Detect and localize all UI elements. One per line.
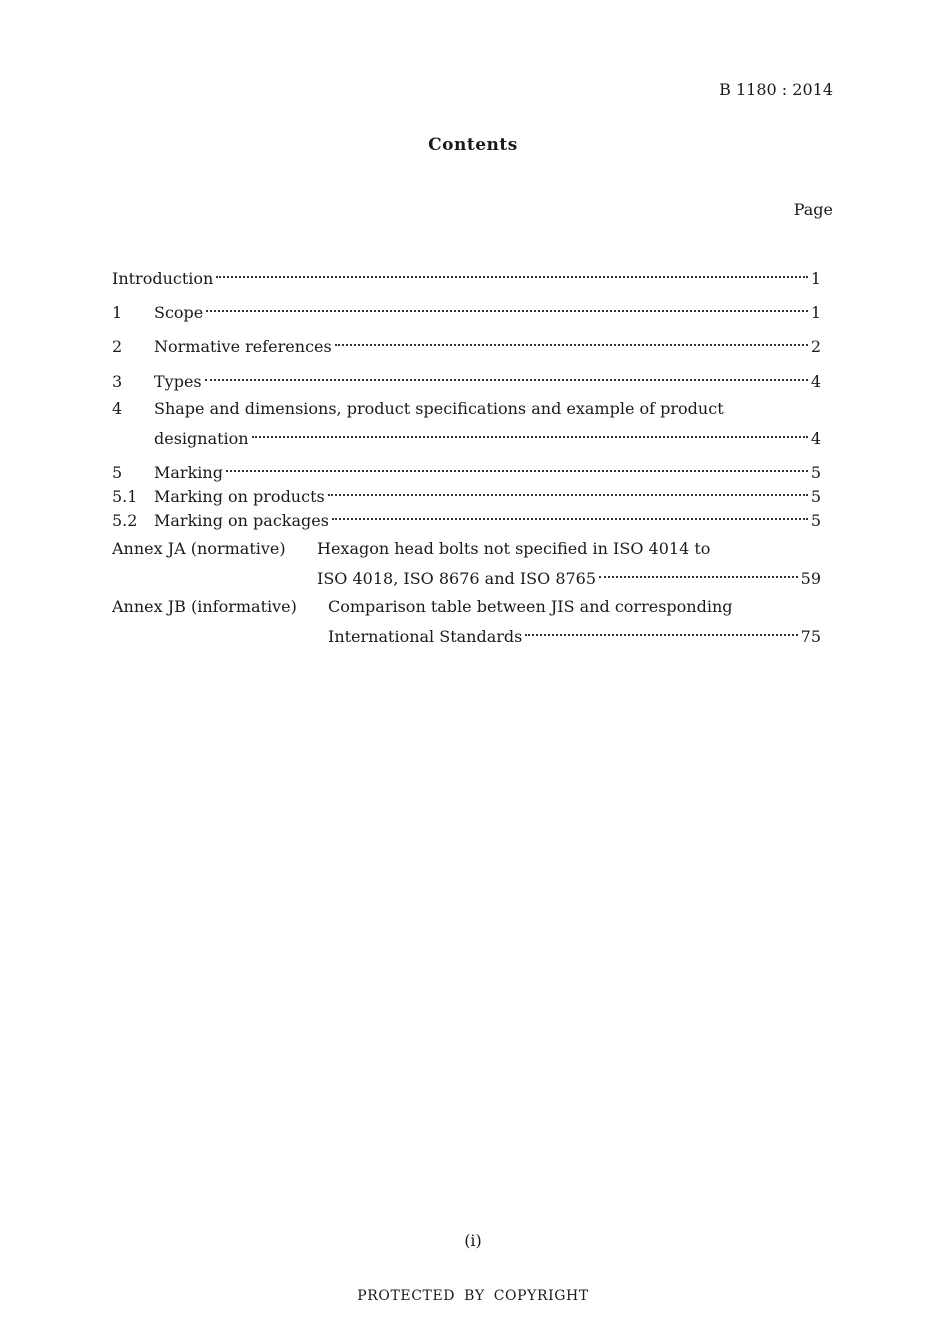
toc-entry-number: 5.2 [112,511,138,530]
toc-entry-marking-on-products[interactable] [112,480,821,506]
toc-entry-page: 4 [810,372,821,391]
dot-leader [328,480,808,502]
toc-entry-label: Types [154,372,202,391]
dot-leader [599,562,798,584]
dot-leader [335,330,808,352]
toc-entry-label-line1: Shape and dimensions, product specifications and example of product [154,399,724,418]
toc-entry-page: 4 [810,429,821,448]
toc-entry-label-line2: designation [154,429,249,448]
page-column-label: Page [793,200,833,219]
dot-leader [332,504,808,526]
copyright-notice: PROTECTED BY COPYRIGHT [357,1288,589,1304]
toc-entry-number: 5.1 [112,487,138,506]
annex-jb-title-line2: International Standards [328,627,523,646]
dot-leader [252,422,808,444]
toc-entry-page: 1 [810,269,821,288]
annex-ja-title-line2: ISO 4018, ISO 8676 and ISO 8765 [317,569,597,588]
standard-number: B 1180 : 2014 [719,80,833,99]
dot-leader [525,620,797,642]
dot-leader [206,296,808,318]
toc-entry-number: 2 [112,337,123,356]
toc-entry-label: Introduction [112,269,214,288]
toc-entry-scope[interactable] [112,296,821,322]
toc-entry-number: 3 [112,372,123,391]
toc-entry-number: 1 [112,303,123,322]
dot-leader [205,365,808,387]
annex-jb-title-line1: Comparison table between JIS and corresponding [328,597,733,616]
toc-entry-types[interactable] [112,365,821,391]
toc-entry-annex-jb[interactable] [328,620,821,646]
annex-ja-title-line1: Hexagon head bolts not specified in ISO 4014 to [317,539,711,558]
toc-entry-normative-references[interactable] [112,330,821,356]
toc-entry-label: Normative references [154,337,332,356]
toc-entry-annex-ja[interactable] [317,562,821,588]
toc-entry-label: Marking on products [154,487,325,506]
annex-jb-label: Annex JB (informative) [112,597,297,616]
toc-entry-introduction[interactable] [112,262,821,288]
toc-entry-number: 4 [112,399,123,418]
toc-entry-label: Marking on packages [154,511,329,530]
toc-entry-label: Marking [154,463,223,482]
toc-entry-page: 5 [810,511,821,530]
annex-ja-label: Annex JA (normative) [112,539,286,558]
toc-entry-marking-on-packages[interactable] [112,504,821,530]
page-number: (i) [464,1231,482,1250]
page-title: Contents [428,135,518,155]
toc-entry-number: 5 [112,463,123,482]
toc-entry-label: Scope [154,303,204,322]
toc-entry-page: 5 [810,487,821,506]
toc-entry-page: 75 [800,627,821,646]
toc-entry-page: 59 [800,569,821,588]
dot-leader [226,456,808,478]
toc-entry-marking[interactable] [112,456,821,482]
toc-entry-page: 2 [810,337,821,356]
toc-entry-page: 1 [810,303,821,322]
dot-leader [216,262,807,284]
toc-entry-page: 5 [810,463,821,482]
toc-entry-shape-dimensions[interactable] [154,422,821,448]
